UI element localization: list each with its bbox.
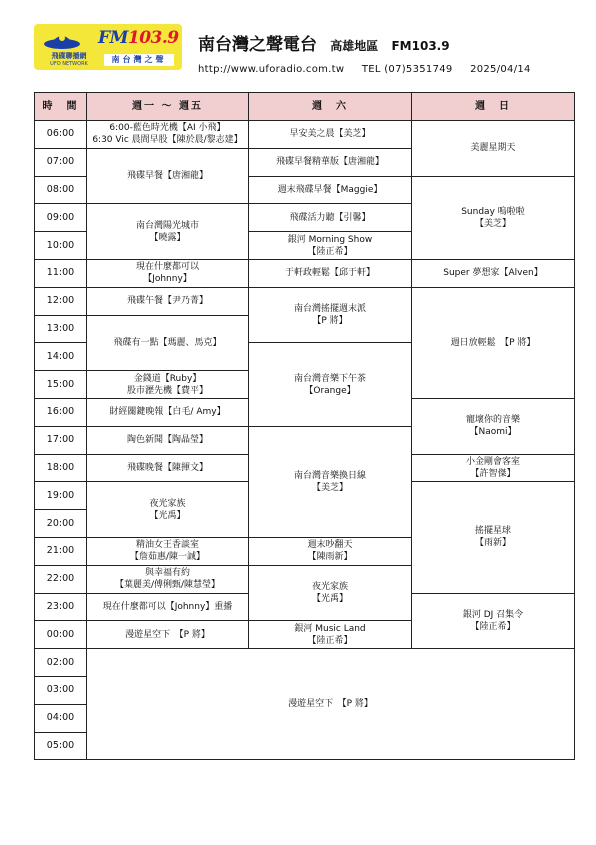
program-cell (87, 482, 249, 538)
program-line: 寵壞你的音樂 (465, 415, 520, 426)
program-line: 【P 將】 (312, 316, 348, 327)
time-cell: 21:00 (35, 537, 87, 565)
time-cell: 18:00 (35, 454, 87, 482)
program-cell: 週日放輕鬆 【P 將】 (412, 287, 575, 398)
program-cell: 飛碟晚餐【陳揮文】 (87, 454, 249, 482)
program-cell: 飛碟午餐【尹乃菁】 (87, 287, 249, 315)
program-line: 小金剛會客室 (465, 456, 520, 467)
program-cell (249, 287, 412, 343)
program-cell (249, 343, 412, 426)
program-cell: 早安美之晨【美芝】 (249, 121, 412, 149)
program-line: 南台灣搖擺週末派 (293, 304, 366, 315)
program-cell: 財經關鍵晚報【白毛/ Amy】 (87, 398, 249, 426)
schedule-date: 2025/04/14 (470, 64, 531, 75)
program-line: 【Naomi】 (469, 427, 517, 438)
program-schedule-table (34, 92, 575, 760)
program-cell (412, 482, 575, 593)
time-cell: 20:00 (35, 510, 87, 538)
program-line: 【美芝】 (311, 482, 348, 493)
fm-label: FM (98, 28, 128, 48)
program-cell: 漫遊星空下 【P 將】 (87, 621, 249, 649)
program-cell: 美麗星期天 (412, 121, 575, 177)
program-cell (412, 176, 575, 259)
program-cell (249, 426, 412, 537)
col-header-weekday: 週一 ～ 週五 (87, 93, 249, 121)
time-cell: 10:00 (35, 232, 87, 260)
program-cell: 飛碟早餐精華版【唐湘龍】 (249, 148, 412, 176)
program-line: 銀河 DJ 召集令 (462, 609, 524, 620)
col-header-time: 時 間 (35, 93, 87, 121)
time-cell: 06:00 (35, 121, 87, 149)
program-line: 週末吵翻天 (307, 540, 353, 551)
time-cell: 19:00 (35, 482, 87, 510)
network-name: 飛碟聯播網 (51, 52, 87, 60)
time-cell: 23:00 (35, 593, 87, 621)
program-line: 南台灣音樂換日線 (293, 470, 366, 481)
contact-line (198, 64, 531, 75)
time-cell: 13:00 (35, 315, 87, 343)
program-line: 【陸正希】 (307, 635, 353, 646)
program-line: 銀河 Music Land (294, 623, 366, 634)
program-line: 【陸正希】 (470, 621, 516, 632)
logo-station-name: 南台灣之聲 (104, 54, 174, 66)
table-row (35, 121, 575, 149)
time-cell: 14:00 (35, 343, 87, 371)
time-cell: 17:00 (35, 426, 87, 454)
program-cell (87, 259, 249, 287)
station-logo (34, 24, 182, 70)
program-cell: 漫遊星空下 【P 將】 (87, 649, 575, 760)
time-cell: 00:00 (35, 621, 87, 649)
program-line: 【陳雨新】 (307, 552, 353, 563)
program-line: 南台灣音樂下午茶 (293, 373, 366, 384)
station-title (198, 30, 450, 55)
program-line: 銀河 Morning Show (287, 234, 373, 245)
time-cell: 16:00 (35, 398, 87, 426)
time-cell: 08:00 (35, 176, 87, 204)
program-line: 夜光家族 (311, 582, 348, 593)
program-cell (87, 537, 249, 565)
program-line: 6:30 Vic 晨間早股【陳於晨/黎志建】 (92, 135, 243, 146)
page-header (34, 24, 574, 84)
col-header-saturday: 週 六 (249, 93, 412, 121)
program-line: 搖擺星球 (474, 526, 511, 537)
time-cell: 02:00 (35, 649, 87, 677)
time-cell: 07:00 (35, 148, 87, 176)
program-line: 【陸正希】 (307, 246, 353, 257)
station-area: 高雄地區 (330, 39, 379, 53)
program-cell: 陶色新聞【陶晶瑩】 (87, 426, 249, 454)
program-cell (87, 121, 249, 149)
program-cell (87, 565, 249, 593)
table-row (35, 287, 575, 315)
program-line: 現在什麼都可以 (135, 262, 199, 273)
program-line: 【曉露】 (149, 232, 186, 243)
time-cell: 15:00 (35, 371, 87, 399)
program-cell (87, 204, 249, 260)
program-cell: 現在什麼都可以【Johnny】重播 (87, 593, 249, 621)
fm-number: 103.9 (127, 28, 179, 48)
website-url[interactable]: http://www.uforadio.com.tw (198, 64, 345, 75)
time-cell: 03:00 (35, 676, 87, 704)
program-line: 精油女王香談室 (135, 540, 199, 551)
program-line: 金錢道【Ruby】 (133, 373, 202, 384)
program-line: 【詹茹惠/陳一誠】 (129, 552, 206, 563)
station-name: 南台灣之聲電台 (198, 35, 317, 55)
table-row (35, 259, 575, 287)
program-line: 【Orange】 (304, 385, 356, 396)
program-cell: 于軒政輕鬆【邱于軒】 (249, 259, 412, 287)
program-line: 夜光家族 (149, 498, 186, 509)
program-cell: 週末飛碟早餐【Maggie】 (249, 176, 412, 204)
time-cell: 11:00 (35, 259, 87, 287)
telephone: TEL (07)5351749 (361, 64, 453, 75)
time-cell: 22:00 (35, 565, 87, 593)
program-cell: 飛碟早餐【唐湘龍】 (87, 148, 249, 204)
network-name-en: UFO NETWORK (50, 61, 88, 67)
program-line: 【許智傑】 (470, 468, 516, 479)
time-cell: 05:00 (35, 732, 87, 760)
program-cell (412, 454, 575, 482)
time-cell: 09:00 (35, 204, 87, 232)
table-header-row (35, 93, 575, 121)
program-cell (249, 621, 412, 649)
program-cell (412, 593, 575, 649)
program-line: Sunday 嗚啦啦 (461, 206, 525, 217)
time-cell: 12:00 (35, 287, 87, 315)
program-line: 【美芝】 (474, 218, 511, 229)
program-line: 【光禹】 (149, 510, 186, 521)
program-line: 【雨新】 (474, 538, 511, 549)
program-line: 與幸福有約 (144, 568, 190, 579)
program-cell (249, 232, 412, 260)
program-cell (87, 371, 249, 399)
program-line: 【葉麗美/傅俐甄/陳慧瑩】 (114, 580, 221, 591)
col-header-sunday: 週 日 (412, 93, 575, 121)
program-line: 南台灣陽光城市 (135, 220, 199, 231)
program-cell: Super 夢想家【Alven】 (412, 259, 575, 287)
program-line: 6:00-藍色時光機【AI 小飛】 (109, 123, 226, 134)
program-line: 【光禹】 (311, 594, 348, 605)
station-frequency: FM103.9 (391, 39, 450, 53)
time-cell: 04:00 (35, 704, 87, 732)
program-cell (412, 398, 575, 454)
program-cell: 飛碟有一點【瑪麗、馬克】 (87, 315, 249, 371)
fm-mark (98, 28, 179, 48)
program-cell: 飛碟活力聽【引馨】 (249, 204, 412, 232)
program-line: 股市瀝先機【費平】 (126, 385, 208, 396)
program-line: 【Johnny】 (143, 274, 192, 285)
table-row (35, 649, 575, 677)
ufo-icon (40, 30, 84, 52)
program-cell (249, 537, 412, 565)
program-cell (249, 565, 412, 621)
